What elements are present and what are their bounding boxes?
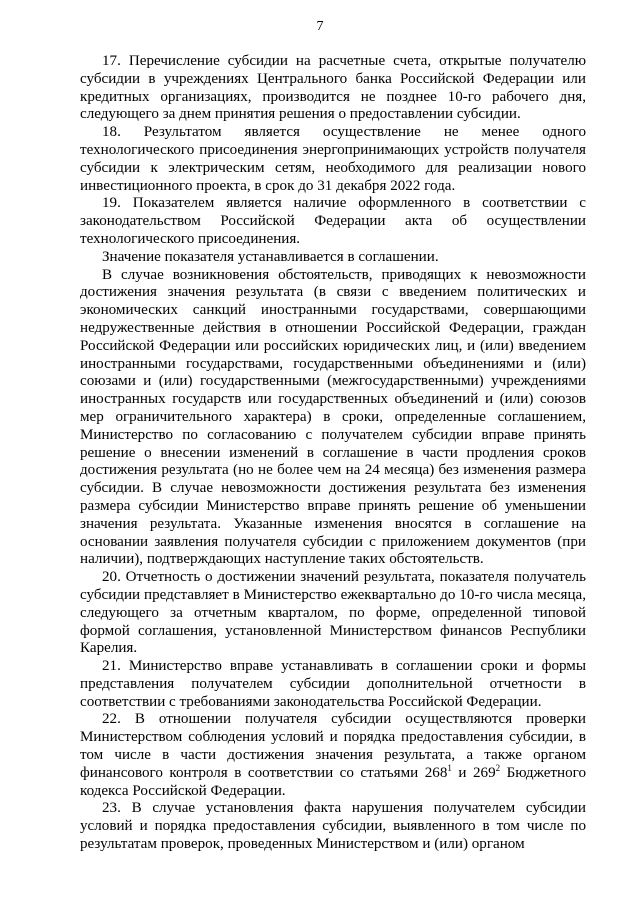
paragraph-23: 23. В случае установления факта нарушения получателем субсидии условий и порядка предоставления субсидии, выявленного в том числе по результатам проверок, проведенных Министерством и (или) органом [80,800,586,853]
document-body [80,53,586,854]
paragraph-19: 19. Показателем является наличие оформленного в соответствии с законодательством Российской Федерации акта об осуществлении технологического присоединения. [80,195,586,247]
paragraph-indicator-value: Значение показателя устанавливается в соглашении. [102,248,439,265]
paragraph-circumstances: В случае возникновения обстоятельств, приводящих к невозможности достижения значения результата (в связи с введением политических и экономических санкций иностранными государствами, совершающими недружественные действия в отношении Российской Федерации, граждан Российской Федерации или российских юридических лиц, и (или) введением иностранными государствами, государственными объединениями и (или) союзами и (или) государственными (межгосударственными) учреждениями иностранных государств или государственных объединений и (или) союзов мер ограничительного характера) в сроки, определенные соглашением, Министерство по согласованию с получателем субсидии вправе принять решение о внесении изменений в соглашение в части продления сроков достижения результата (но не более чем на 24 месяца) без изменения размера субсидии. В случае невозможности достижения результата без изменения размера субсидии Министерство вправе принять решение об уменьшении значения результата. Указанные изменения вносятся в соглашение на основании заявления получателя субсидии с приложением документов (при наличии), подтверждающих наступление таких обстоятельств. [80,266,586,568]
paragraph-21: 21. Министерство вправе устанавливать в соглашении сроки и формы представления получателем субсидии дополнительной отчетности в соответствии с требованиями законодательства Российской Федерации. [80,658,586,710]
page-number: 7 [316,19,324,34]
paragraph-22-text-1: 22. В отношении получателя субсидии осуществляются проверки Министерством соблюдения условий и порядка предоставления субсидии, в том числе в части достижения значения результата, а также органом финансового контроля в соответствии со статьями 268 [80,711,586,781]
superscript-2: 2 [495,762,501,773]
superscript-1: 1 [447,762,452,773]
paragraph-22 [80,711,586,800]
paragraph-17: 17. Перечисление субсидии на расчетные счета, открытые получателю субсидии в учреждениях Центрального банка Российской Федерации или кредитных организациях, производится не позднее 10-го рабочего дня, следующего за днем принятия решения о предоставлении субсидии. [80,53,586,123]
paragraph-18: 18. Результатом является осуществление не менее одного технологического присоединения энергопринимающих устройств получателя субсидии к электрическим сетям, необходимого для реализации нового инвестиционного проекта, в срок до 31 декабря 2022 года. [80,124,586,194]
paragraph-22-text-3: Бюджетного кодекса Российской Федерации. [80,764,587,799]
paragraph-22-text-2: и 269 [451,764,496,781]
paragraph-20: 20. Отчетность о достижении значений результата, показателя получатель субсидии представляет в Министерство ежеквартально до 10-го числа месяца, следующего за отчетным кварталом, по форме, определенной типовой формой соглашения, установленной Министерством финансов Республики Карелия. [80,569,586,657]
